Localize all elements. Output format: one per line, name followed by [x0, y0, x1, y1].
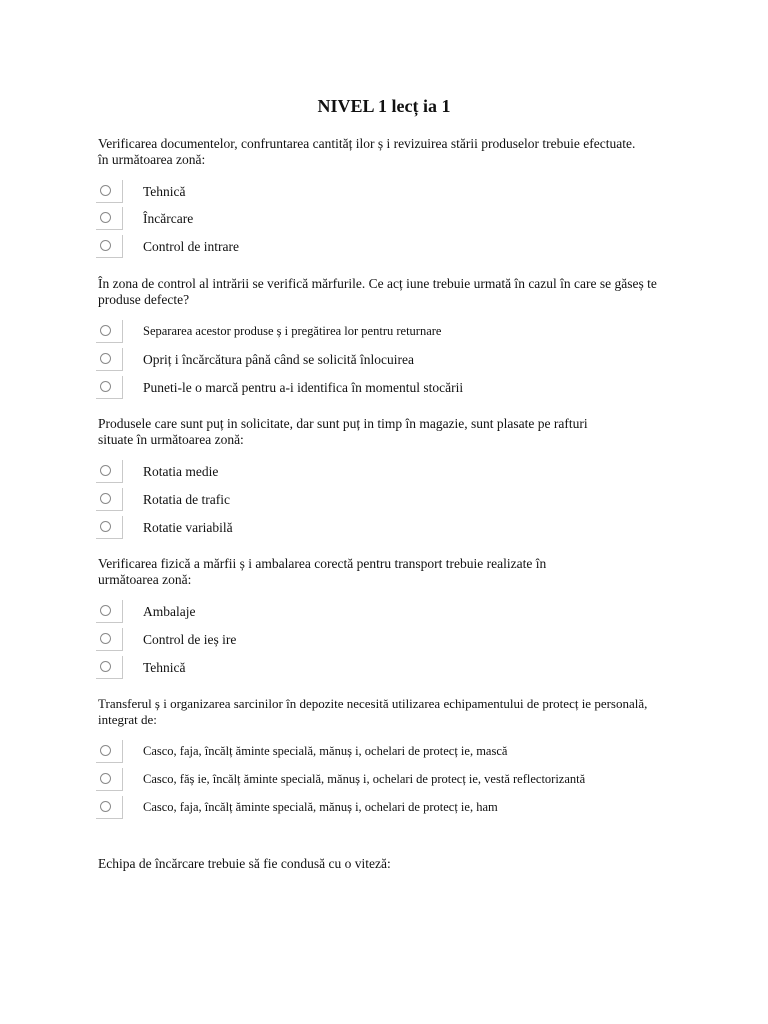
radio-button[interactable]	[100, 325, 111, 336]
option-label: Încărcare	[143, 211, 194, 226]
question-4-line-1: Verificarea fizică a mărfii ș i ambalarea corectă pentru transport trebuie realizate în	[98, 556, 547, 571]
radio-button[interactable]	[100, 773, 111, 784]
question-1-option-3[interactable]	[96, 235, 696, 259]
question-5-option-1[interactable]	[96, 740, 696, 764]
question-4-option-2[interactable]	[96, 628, 696, 652]
question-3-option-3[interactable]	[96, 516, 696, 540]
question-2-option-1[interactable]	[96, 320, 696, 344]
question-5-option-3[interactable]	[96, 796, 696, 820]
question-1-line-1: Verificarea documentelor, confruntarea cantităț ilor ș i revizuirea stării produselor trebuie efectuate.	[98, 136, 636, 151]
question-2-option-3[interactable]	[96, 376, 696, 400]
question-3-option-2[interactable]	[96, 488, 696, 512]
question-2	[98, 276, 678, 308]
question-2-option-2[interactable]	[96, 348, 696, 372]
option-label: Control de intrare	[143, 239, 239, 254]
question-5-line-1: Transferul ș i organizarea sarcinilor în depozite necesită utilizarea echipamentului de protecț ie personală,	[98, 696, 648, 711]
question-5-option-2[interactable]	[96, 768, 696, 792]
question-5-line-2: integrat de:	[98, 712, 157, 727]
radio-button[interactable]	[100, 185, 111, 196]
radio-button[interactable]	[100, 212, 111, 223]
question-4-line-2: următoarea zonă:	[98, 572, 192, 587]
option-label: Puneti-le o marcă pentru a-i identifica în momentul stocării	[143, 380, 464, 395]
radio-button[interactable]	[100, 521, 111, 532]
option-label: Casco, faja, încălț ăminte specială, mănuș i, ochelari de protecț ie, ham	[143, 800, 498, 814]
question-4-option-1[interactable]	[96, 600, 696, 624]
radio-button[interactable]	[100, 240, 111, 251]
option-label: Tehnică	[143, 660, 186, 675]
radio-button[interactable]	[100, 605, 111, 616]
question-1-option-1[interactable]	[96, 180, 696, 204]
radio-button[interactable]	[100, 661, 111, 672]
option-label: Rotatie variabilă	[143, 520, 233, 535]
question-1-line-2: în următoarea zonă:	[98, 152, 206, 167]
page-title: NIVEL 1 lecț ia 1	[317, 96, 451, 116]
question-4	[98, 556, 678, 588]
radio-button[interactable]	[100, 801, 111, 812]
option-label: Control de ieș ire	[143, 632, 237, 647]
radio-button[interactable]	[100, 493, 111, 504]
question-3-option-1[interactable]	[96, 460, 696, 484]
question-1	[98, 136, 678, 168]
question-1-option-2[interactable]	[96, 207, 696, 231]
radio-button[interactable]	[100, 465, 111, 476]
question-6-line-1: Echipa de încărcare trebuie să fie condusă cu o viteză:	[98, 856, 391, 871]
option-label: Ambalaje	[143, 604, 196, 619]
question-3-line-1: Produsele care sunt puț in solicitate, dar sunt puț in timp în magazie, sunt plasate pe rafturi	[98, 416, 588, 431]
option-label: Rotatia de trafic	[143, 492, 230, 507]
option-label: Separarea acestor produse ș i pregătirea lor pentru returnare	[143, 324, 442, 338]
option-label: Casco, faja, încălț ăminte specială, mănuș i, ochelari de protecț ie, mască	[143, 744, 508, 758]
question-5	[98, 696, 678, 728]
option-label: Tehnică	[143, 184, 186, 199]
radio-button[interactable]	[100, 745, 111, 756]
radio-button[interactable]	[100, 381, 111, 392]
question-4-option-3[interactable]	[96, 656, 696, 680]
question-2-line-1: În zona de control al intrării se verifică mărfurile. Ce acț iune trebuie urmată în cazul în care se găseș te	[98, 276, 657, 291]
radio-button[interactable]	[100, 353, 111, 364]
question-3	[98, 416, 678, 448]
option-label: Opriț i încărcătura până când se solicită înlocuirea	[143, 352, 415, 367]
option-label: Rotatia medie	[143, 464, 219, 479]
question-2-line-2: produse defecte?	[98, 292, 190, 307]
question-3-line-2: situate în următoarea zonă:	[98, 432, 244, 447]
option-label: Casco, făș ie, încălț ăminte specială, mănuș i, ochelari de protecț ie, vestă reflectorizantă	[143, 772, 586, 786]
question-6	[98, 856, 678, 872]
radio-button[interactable]	[100, 633, 111, 644]
